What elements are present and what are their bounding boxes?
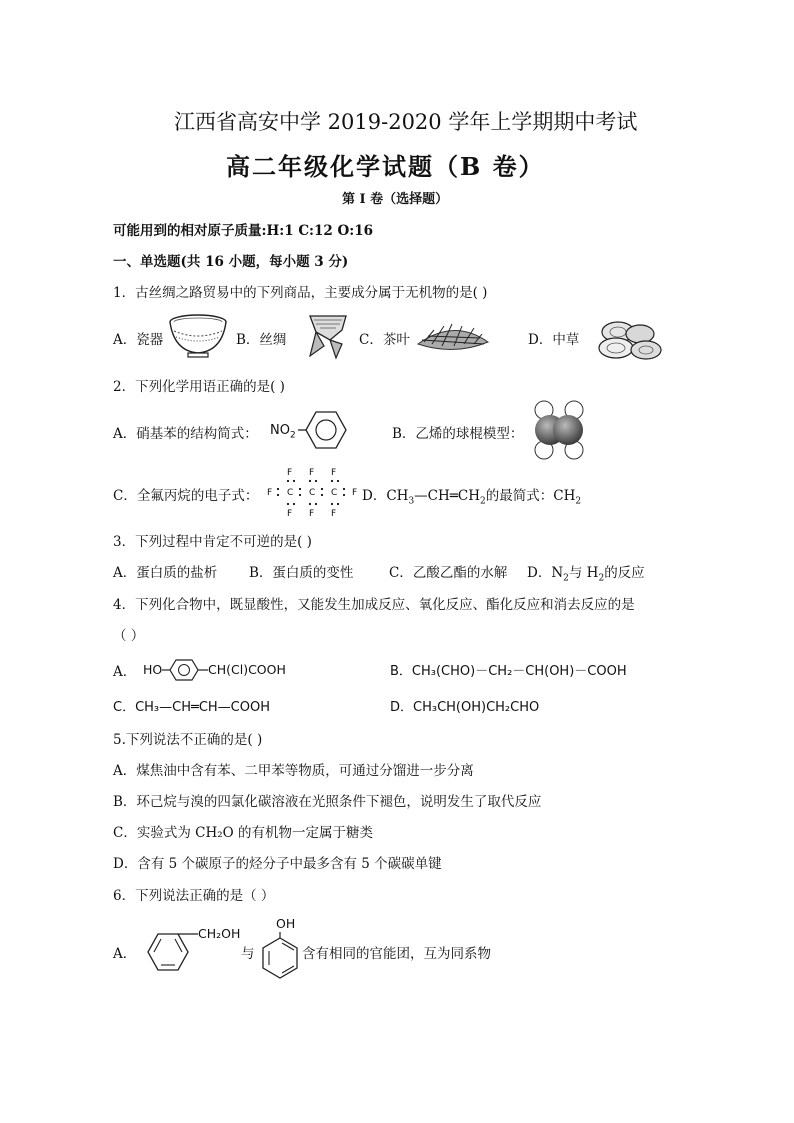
f-atom-top-2: F [309, 468, 315, 478]
f-atom-top-1: F [287, 468, 293, 478]
benzyl-alcohol-structure-icon [144, 926, 204, 976]
q3-option-d: D．$N_2$与 $H_2$的反应 [527, 565, 645, 584]
q4-option-a-label: A． [113, 664, 137, 680]
q1-option-b: B．丝绸 [236, 332, 287, 348]
q5-option-a: A．煤焦油中含有苯、二甲苯等物质，可通过分馏进一步分离 [113, 763, 474, 779]
q4-option-a-rest: CH(Cl)COOH [208, 662, 286, 677]
q3-stem: 3．下列过程中肯定不可逆的是( ) [113, 534, 312, 550]
perfluoropropane-electron-formula [263, 466, 361, 518]
volume-heading: 第 I 卷（选择题） [342, 192, 449, 207]
q3-option-c: C．乙酸乙酯的水解 [389, 565, 508, 581]
school-title: 江西省高安中学 2019-2020 学年上学期期中考试 [174, 110, 638, 134]
q6-option-a-text: 含有相同的官能团，互为同系物 [302, 946, 491, 962]
c-atom-1: C [287, 488, 294, 498]
atomic-masses: 可能用到的相对原子质量:H:1 C:12 O:16 [113, 223, 374, 239]
benzene-ring-icon [162, 658, 210, 682]
q4-option-d: D．CH₃CH(OH)CH₂CHO [390, 700, 540, 715]
q6-ch2oh-label: CH₂OH [198, 926, 241, 941]
c-atom-3: C [331, 488, 338, 498]
f-atom-bottom-2: F [309, 509, 315, 519]
tea-leaves-icon [414, 314, 492, 356]
q5-stem: 5.下列说法不正确的是( ) [113, 732, 263, 748]
q6-stem: 6．下列说法正确的是（ ） [113, 888, 275, 904]
q6-oh-label: OH [276, 916, 296, 931]
c-atom-2: C [309, 488, 316, 498]
f-atom-left: F [267, 488, 273, 498]
q1-stem: 1．古丝绸之路贸易中的下列商品，主要成分属于无机物的是( ) [113, 285, 488, 301]
q4-stem: 4．下列化合物中，既显酸性，又能发生加成反应、氧化反应、酯化反应和消去反应的是 [113, 597, 635, 613]
q1-option-a: A．瓷器 [113, 332, 164, 348]
q6-with: 与 [241, 946, 255, 962]
q2-option-c: C．全氟丙烷的电子式： [113, 488, 259, 504]
phenol-structure-icon [260, 932, 300, 978]
f-atom-bottom-3: F [331, 509, 337, 519]
q2-option-d: D．$CH_3—CH═CH_2$的最简式：$CH_2$ [362, 488, 582, 507]
q3-option-a: A．蛋白质的盐析 [113, 565, 218, 581]
exam-title: 高二年级化学试题（B 卷） [226, 152, 545, 181]
nitro-group-label: $NO_2$ [270, 423, 296, 441]
nitrobenzene-structure-icon [298, 408, 346, 452]
q5-option-c: C．实验式为 CH₂O 的有机物一定属于糖类 [113, 825, 373, 841]
q4-option-c: C．CH₃—CH═CH—COOH [113, 700, 270, 715]
q2-stem: 2．下列化学用语正确的是( ) [113, 379, 285, 395]
f-atom-bottom-1: F [287, 509, 293, 519]
q5-option-b: B．环己烷与溴的四氯化碳溶液在光照条件下褪色，说明发生了取代反应 [113, 794, 542, 810]
ethylene-ball-model-icon [530, 400, 588, 460]
q6-option-a-label: A． [113, 946, 137, 962]
q4-option-a-ho: HO [143, 662, 163, 677]
q4-paren: （ ） [113, 628, 145, 644]
q4-option-b: B．CH₃(CHO)－CH₂－CH(OH)－COOH [390, 664, 627, 679]
f-atom-right: F [352, 488, 358, 498]
q1-option-c: C．茶叶 [359, 332, 410, 348]
silk-scarf-icon [302, 310, 354, 360]
q1-option-d: D．中草 [528, 332, 580, 348]
herbal-slices-icon [596, 318, 666, 360]
f-atom-top-3: F [331, 468, 337, 478]
q5-option-d: D．含有 5 个碳原子的烃分子中最多含有 5 个碳碳单键 [113, 856, 442, 872]
bowl-icon [168, 313, 228, 359]
q2-option-a: A．硝基苯的结构简式： [113, 426, 258, 442]
section-heading: 一、单选题(共 16 小题，每小题 3 分) [113, 254, 349, 270]
q2-option-b: B．乙烯的球棍模型： [392, 426, 524, 442]
q3-option-b: B．蛋白质的变性 [249, 565, 354, 581]
